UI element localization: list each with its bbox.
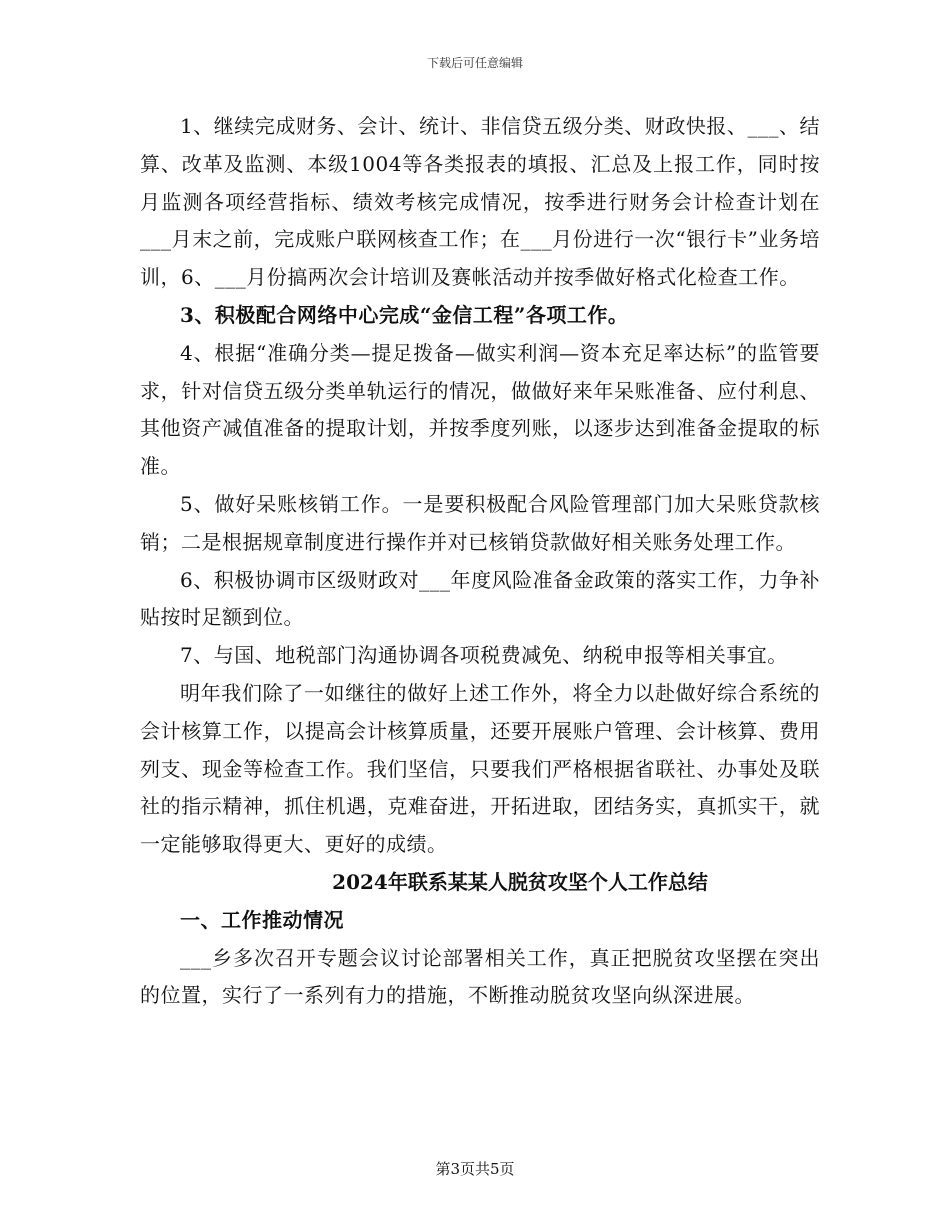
section-title: 2024年联系某某人脱贫攻坚个人工作总结 bbox=[332, 869, 708, 894]
paragraph-item-6: 6、积极协调市区级财政对___年度风险准备金政策的落实工作，力争补贴按时足额到位。 bbox=[140, 567, 820, 630]
paragraph-item-4: 4、根据“准确分类—提足拨备—做实利润—资本充足率达标”的监管要求，针对信贷五级分类单轨运行的情况，做做好来年呆账准备、应付利息、其他资产减值准备的提取计划，并按季度列账，以逐步达到准备金提取的标准。 bbox=[140, 340, 820, 479]
paragraph-item-1: 1、继续完成财务、会计、统计、非信贷五级分类、财政快报、___、结算、改革及监测、本级1004等各类报表的填报、汇总及上报工作，同时按月监测各项经营指标、绩效考核完成情况，按季进行财务会计检查计划在___月末之前，完成账户联网核查工作；在___月份进行一次“银行卡”业务培训，6、___月份搞两次会计培训及赛帐活动并按季做好格式化检查工作。 bbox=[140, 114, 820, 290]
header-note: 下载后可任意编辑 bbox=[426, 56, 523, 70]
document-body bbox=[140, 108, 820, 1015]
paragraph-item-5: 5、做好呆账核销工作。一是要积极配合风险管理部门加大呆账贷款核销；二是根据规章制度进行操作并对已核销贷款做好相关账务处理工作。 bbox=[140, 491, 820, 554]
page-number: 第3页共5页 bbox=[435, 1160, 515, 1178]
section-heading: 一、工作推动情况 bbox=[180, 907, 344, 932]
closing-paragraph: 明年我们除了一如继往的做好上述工作外，将全力以赴做好综合系统的会计核算工作，以提高会计核算质量，还要开展账户管理、会计核算、费用列支、现金等检查工作。我们坚信，只要我们严格根据省联社、办事处及联社的指示精神，抓住机遇，克难奋进，开拓进取，团结务实，真抓实干，就一定能够取得更大、更好的成绩。 bbox=[140, 680, 820, 857]
paragraph-item-7: 7、与国、地税部门沟通协调各项税费减免、纳税申报等相关事宜。 bbox=[180, 643, 788, 668]
paragraph-item-3: 3、积极配合网络中心完成“金信工程”各项工作。 bbox=[180, 302, 629, 327]
section-intro: ___乡多次召开专题会议讨论部署相关工作，真正把脱贫攻坚摆在突出的位置，实行了一系列有力的措施，不断推动脱贫攻坚向纵深进展。 bbox=[140, 945, 820, 1008]
